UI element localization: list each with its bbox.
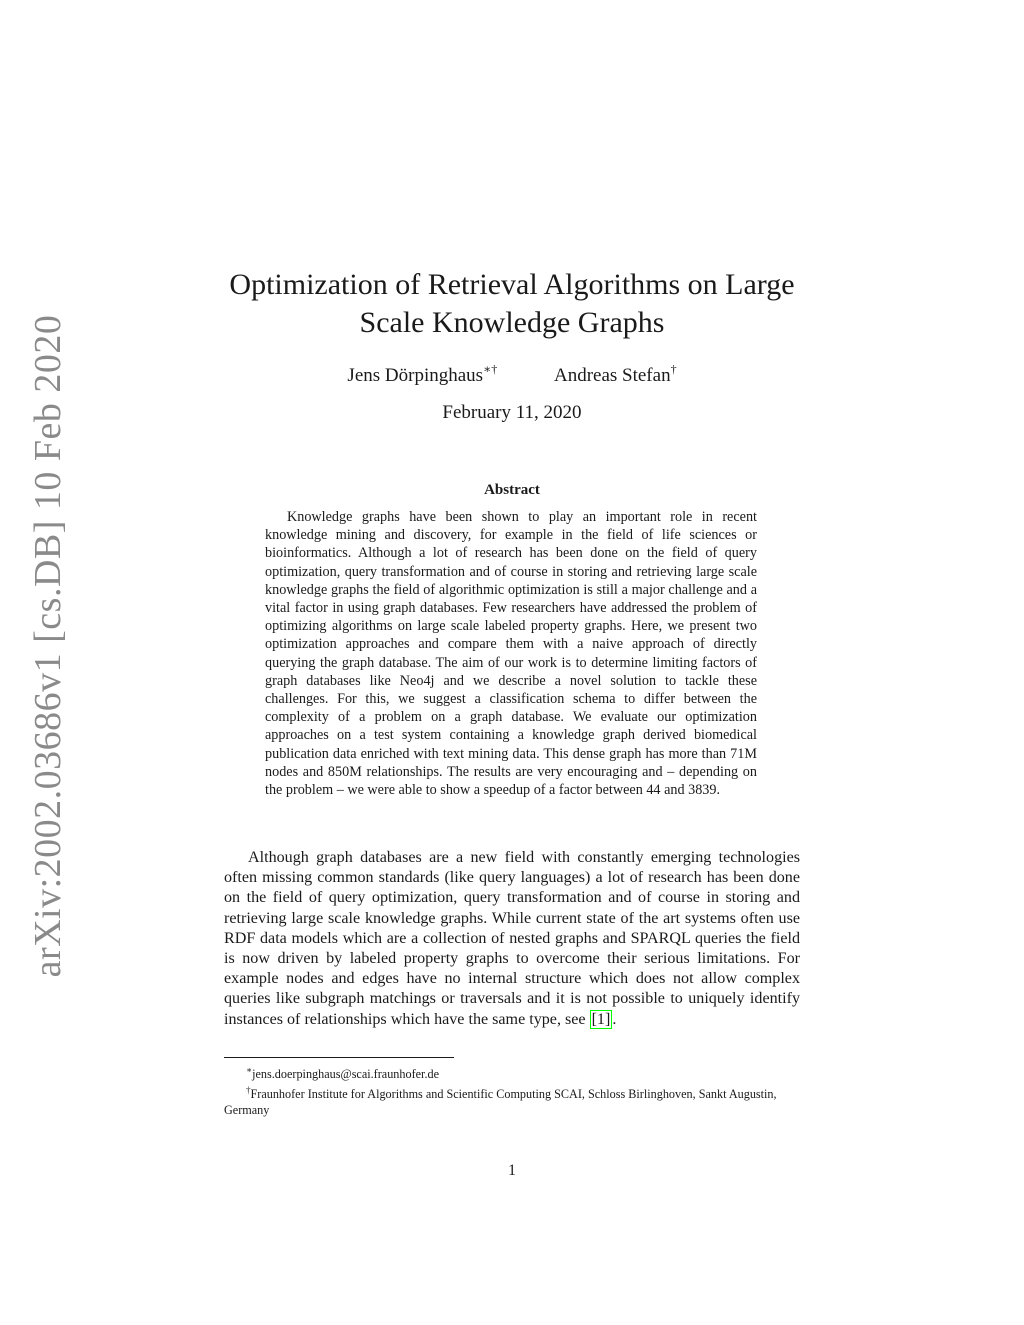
- page-number: 1: [508, 1162, 516, 1179]
- footnote-divider: [224, 1057, 454, 1058]
- citation-link[interactable]: [1]: [591, 1010, 611, 1028]
- abstract-text: Knowledge graphs have been shown to play an important role in recent knowledge mining and discovery, for example in the field of life sciences or bioinformatics. Although a lot of research has been done on the field of query optimization, query transformation and of course in storing and retrieving large scale knowledge graphs the field of algorithmic optimization is still a major challenge and a vital factor in using graph databases. Few researchers have addressed the problem of optimizing algorithms on large scale labeled property graphs. Here, we present two optimization approaches and compare them with a naive approach of directly querying the graph database. The aim of our work is to determine limiting factors of graph databases like Neo4j and we describe a novel solution to tackle these challenges. For this, we suggest a classification schema to differ between the complexity of a problem on a graph database. We evaluate our optimization approaches on a test system containing a knowledge graph derived biomedical publication data enriched with text mining data. This dense graph has more than 71M nodes and 850M relationships. The results are very encouraging and – depending on the problem – we were able to show a speedup of a factor between 44 and 3839.: [265, 509, 757, 799]
- footnote-text: jens.doerpinghaus@scai.fraunhofer.de: [252, 1067, 439, 1081]
- title-line-1: Optimization of Retrieval Algorithms on Large: [229, 268, 795, 301]
- intro-paragraph: [224, 848, 800, 1030]
- author-list: [200, 362, 824, 387]
- footnote-mark: ∗: [246, 1065, 253, 1075]
- abstract-heading: Abstract: [484, 482, 540, 498]
- author-affiliation-marks: ∗†: [483, 362, 498, 376]
- paper-title: [200, 266, 824, 342]
- footnotes: [224, 1062, 804, 1118]
- publication-date: February 11, 2020: [442, 402, 582, 423]
- intro-text-end: .: [612, 1010, 617, 1028]
- title-line-2: Scale Knowledge Graphs: [359, 306, 665, 339]
- author-1: [347, 362, 497, 387]
- footnote-email: [224, 1062, 804, 1082]
- footnote-affiliation: [224, 1082, 804, 1118]
- author-name: Andreas Stefan: [553, 365, 671, 386]
- author-2: [554, 362, 677, 387]
- arxiv-identifier-stamp: arXiv:2002.03686v1 [cs.DB] 10 Feb 2020: [27, 314, 69, 978]
- author-affiliation-marks: †: [670, 362, 677, 376]
- author-name: Jens Dörpinghaus: [347, 365, 484, 386]
- intro-text: Although graph databases are a new field with constantly emerging technologies often missing common standards (like query languages) a lot of research has been done on the field of query optimization, query transformation and of course in storing and retrieving large scale knowledge graphs. While current state of the art systems often use RDF data models which are a collection of nested graphs and SPARQL queries the field is now driven by labeled property graphs to overcome their serious limitations. For example nodes and edges have no internal structure which does not allow complex queries like subgraph matchings or traversals and it is not possible to uniquely identify instances of relationships which have the same type, see: [224, 849, 800, 1028]
- footnote-text: Fraunhofer Institute for Algorithms and Scientific Computing SCAI, Schloss Birlinghoven, Sankt Augustin, Germany: [224, 1087, 777, 1117]
- footnote-mark: †: [246, 1085, 251, 1095]
